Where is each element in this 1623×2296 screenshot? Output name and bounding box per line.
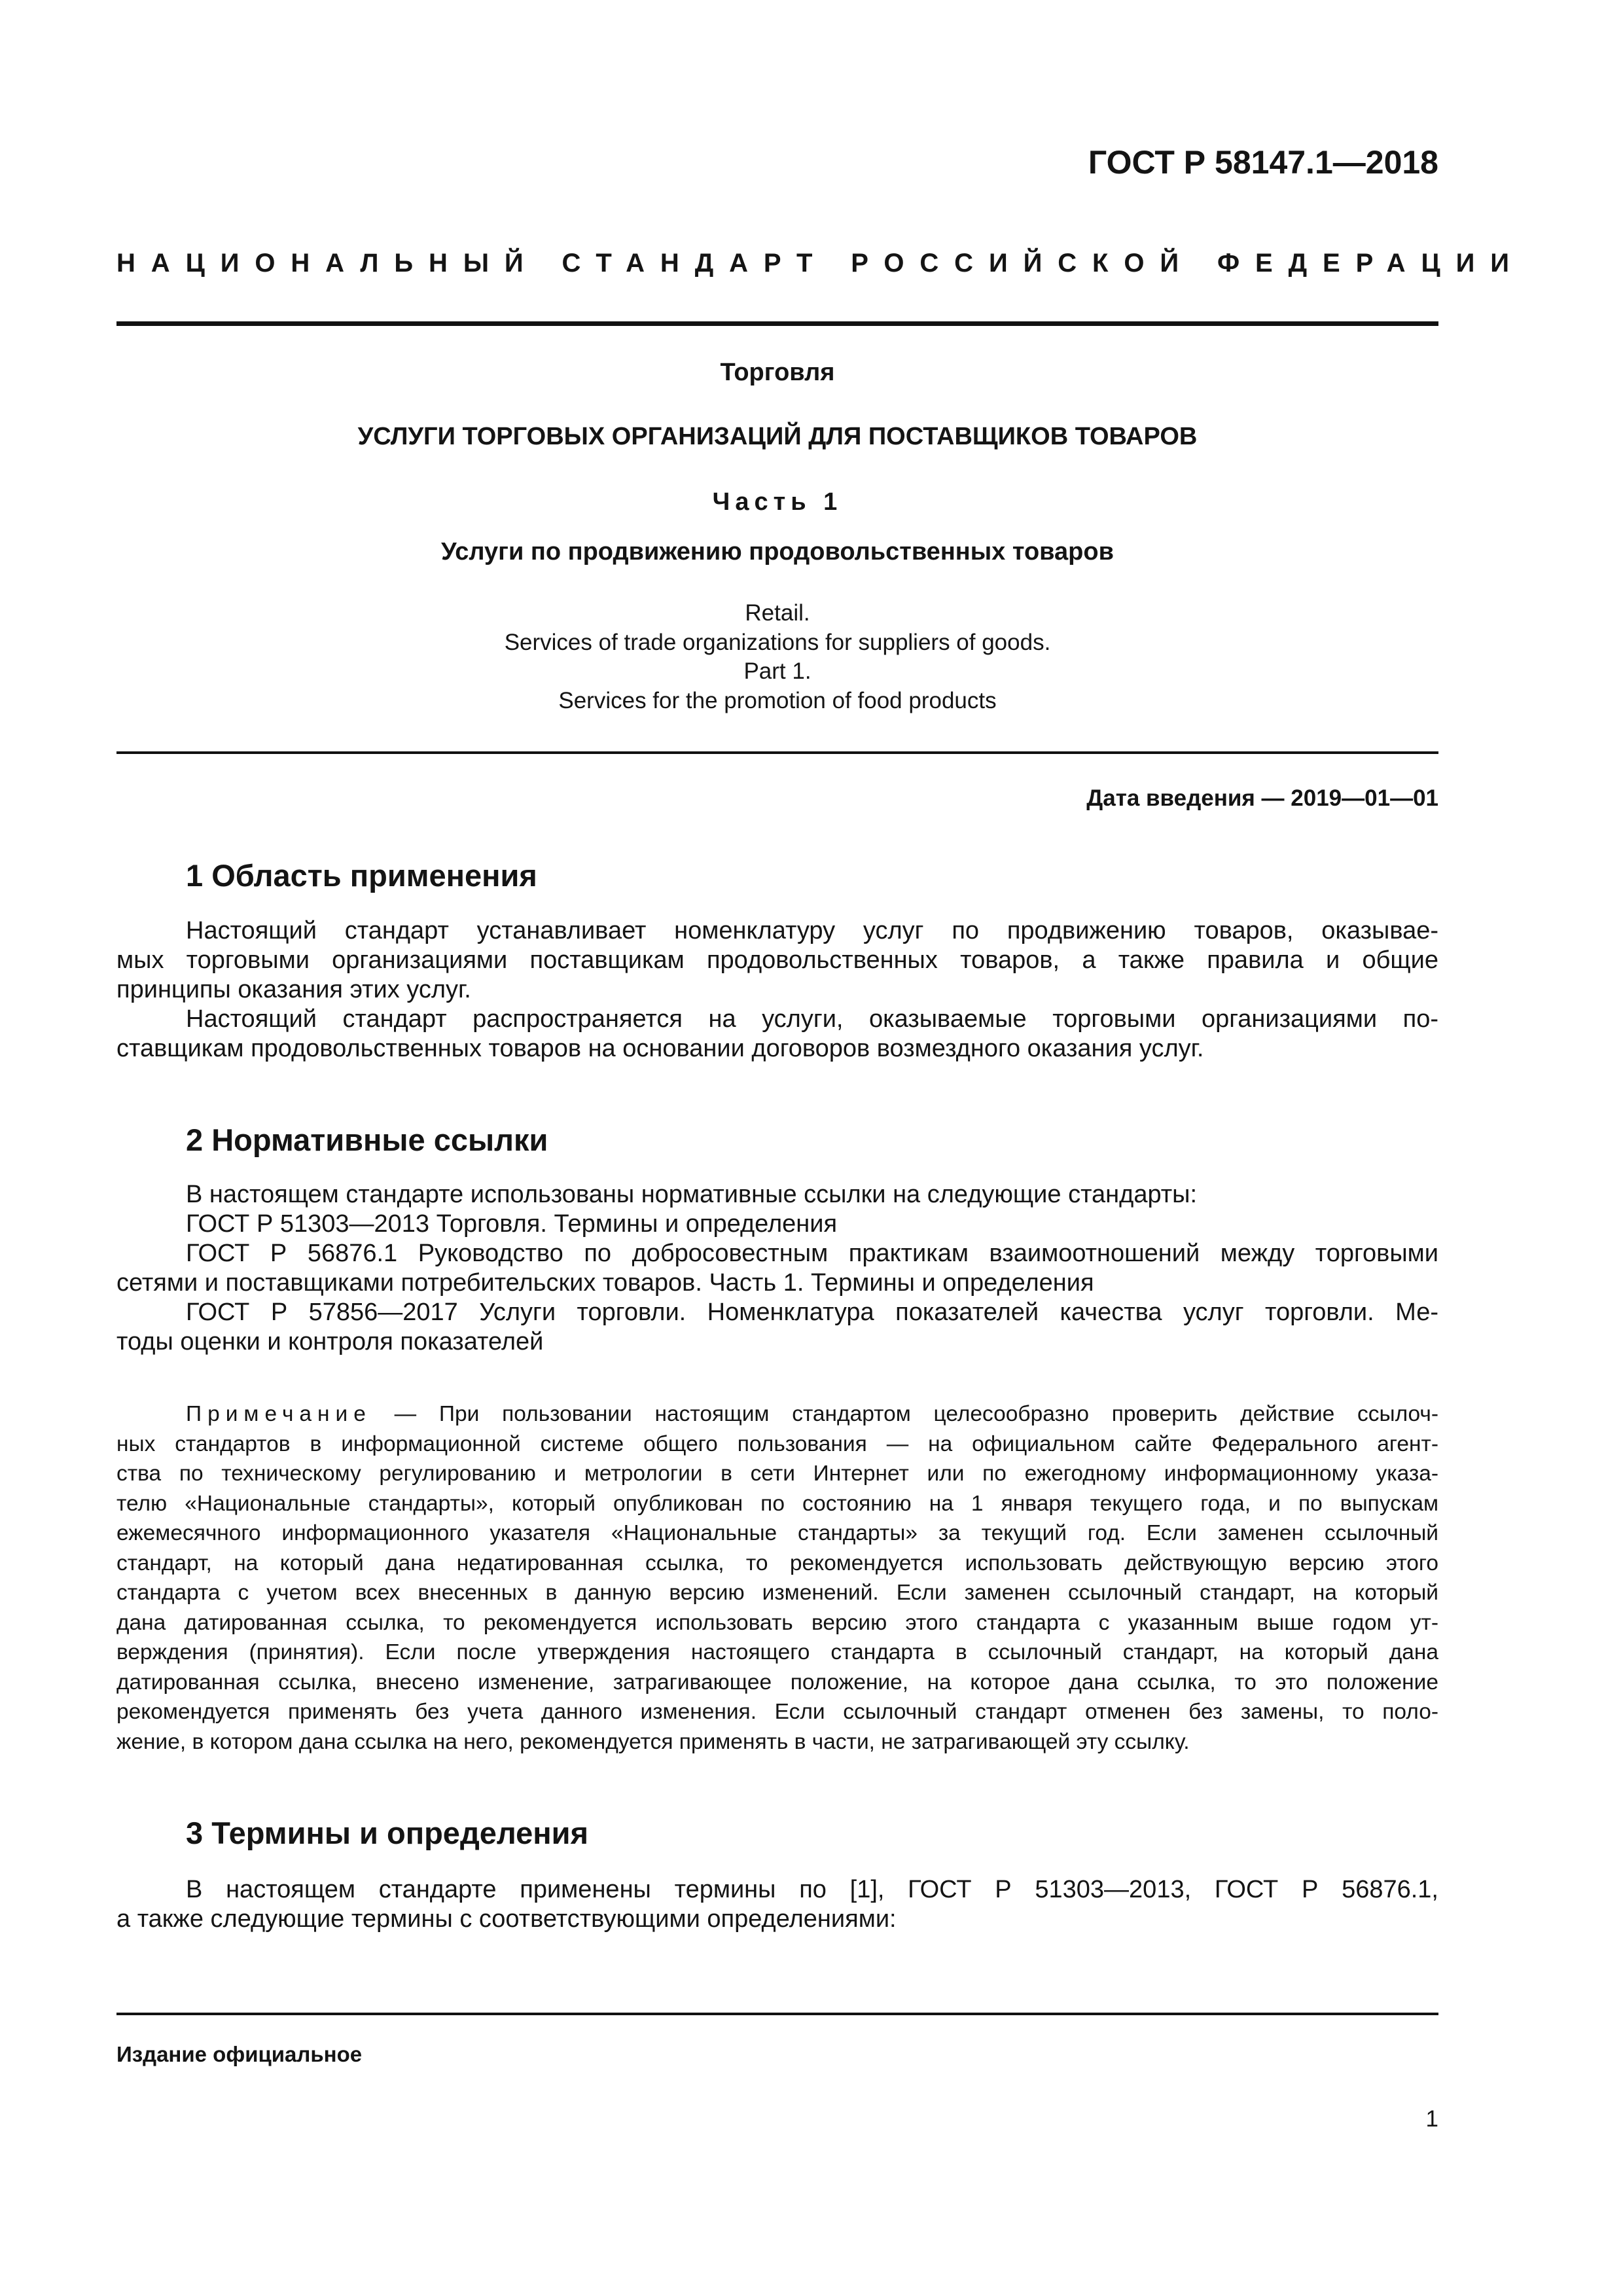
note-line: ных стандартов в информационной системе общего пользования — на официальном сайте Федерального агент- <box>116 1431 1438 1456</box>
text-line: В настоящем стандарте использованы нормативные ссылки на следующие стандарты: <box>186 1181 1198 1208</box>
page-number: 1 <box>1425 2106 1438 2132</box>
note-line: рекомендуется применять без учета данного изменения. Если ссылочный стандарт отменен без замены, то поло- <box>116 1700 1438 1724</box>
text-line: а также следующие термины с соответствующими определениями: <box>116 1905 897 1933</box>
section-1-body <box>116 916 1438 1064</box>
note-line: жение, в котором дана ссылка на него, рекомендуется применять в части, не затрагивающей эту ссылку. <box>116 1729 1190 1754</box>
reference-line: ГОСТ Р 56876.1 Руководство по добросовестным практикам взаимоотношений между торговыми <box>186 1240 1438 1267</box>
document-part: Часть 1 <box>712 488 843 516</box>
note-line: стандарт, на который дана недатированная ссылка, то рекомендуется использовать действующую версию этого <box>116 1551 1438 1575</box>
note-first-line <box>116 1399 1438 1429</box>
section-2-heading: 2 Нормативные ссылки <box>186 1122 548 1157</box>
edition-label: Издание официальное <box>116 2042 363 2066</box>
section-1-heading: 1 Область применения <box>186 858 537 893</box>
section-2-body <box>116 1180 1438 1357</box>
standard-number: ГОСТ Р 58147.1—2018 <box>1088 144 1438 181</box>
document-subtitle: Услуги по продвижению продовольственных товаров <box>441 538 1114 565</box>
text-line: мых торговыми организациями поставщикам продовольственных товаров, а также правила и общие <box>116 946 1438 974</box>
note-line: датированная ссылка, внесено изменение, затрагивающее положение, на которое дана ссылка, то это положение <box>116 1670 1438 1695</box>
note-text: — При пользовании настоящим стандартом целесообразно проверить действие ссылоч- <box>371 1402 1438 1426</box>
national-standard-title: НАЦИОНАЛЬНЫЙ СТАНДАРТ РОССИЙСКОЙ ФЕДЕРАЦИИ <box>116 249 1525 278</box>
text-line: Настоящий стандарт распространяется на услуги, оказываемые торговыми организациями по- <box>186 1005 1438 1033</box>
note-line: стандарта с учетом всех внесенных в данную версию изменений. Если заменен ссылочный стандарт, на который <box>116 1581 1438 1605</box>
footer-divider <box>116 2013 1438 2015</box>
introduction-date: Дата введения — 2019—01—01 <box>1086 785 1438 811</box>
note-line: телю «Национальные стандарты», который опубликован по состоянию на 1 января текущего года, и по выпускам <box>116 1491 1438 1516</box>
reference-line: сетями и поставщиками потребительских товаров. Часть 1. Термины и определения <box>116 1269 1094 1297</box>
document-subject: Торговля <box>720 359 835 386</box>
text-line: ставщикам продовольственных товаров на основании договоров возмездного оказания услуг. <box>116 1035 1204 1062</box>
text-line: В настоящем стандарте применены термины по [1], ГОСТ Р 51303—2013, ГОСТ Р 56876.1, <box>186 1876 1438 1903</box>
document-title: УСЛУГИ ТОРГОВЫХ ОРГАНИЗАЦИЙ ДЛЯ ПОСТАВЩИКОВ ТОВАРОВ <box>357 423 1198 450</box>
section-3-body <box>116 1875 1438 1934</box>
note-label: Примечание <box>186 1402 372 1426</box>
title-divider <box>116 751 1438 754</box>
english-title-line: Retail. <box>745 600 810 626</box>
reference-line: тоды оценки и контроля показателей <box>116 1328 544 1355</box>
section-3-heading: 3 Термины и определения <box>186 1816 588 1850</box>
note-line: ежемесячного информационного указателя «Национальные стандарты» за текущий год. Если заменен ссылочный <box>116 1521 1438 1545</box>
note-line: ства по техническому регулированию и метрологии в сети Интернет или по ежегодному информационному указа- <box>116 1462 1438 1486</box>
english-title-line: Part 1. <box>743 658 812 684</box>
note-line: верждения (принятия). Если после утверждения настоящего стандарта в ссылочный стандарт, на который дана <box>116 1640 1438 1664</box>
english-title-block <box>116 599 1438 715</box>
english-title-line: Services for the promotion of food products <box>558 687 997 713</box>
header-divider <box>116 321 1438 326</box>
reference-line: ГОСТ Р 57856—2017 Услуги торговли. Номенклатура показателей качества услуг торговли. Ме- <box>186 1299 1438 1326</box>
english-title-line: Services of trade organizations for suppliers of goods. <box>504 629 1051 655</box>
section-2-note <box>116 1399 1438 1757</box>
text-line: Настоящий стандарт устанавливает номенклатуру услуг по продвижению товаров, оказывае- <box>186 917 1438 944</box>
text-line: принципы оказания этих услуг. <box>116 976 471 1003</box>
reference-line: ГОСТ Р 51303—2013 Торговля. Термины и определения <box>186 1210 838 1238</box>
note-line: дана датированная ссылка, то рекомендуется использовать версию этого стандарта с указанным выше годом ут- <box>116 1610 1438 1635</box>
